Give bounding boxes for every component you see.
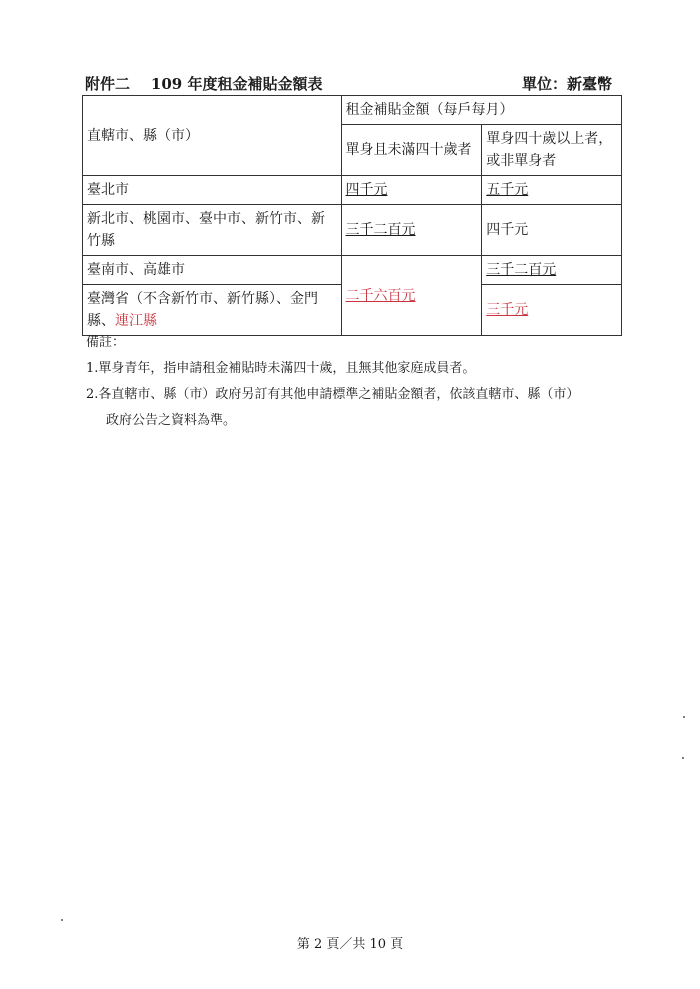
region-text-revised: 連江縣	[115, 313, 157, 329]
document-header	[85, 70, 620, 94]
region-cell: 新北市、桃園市、臺中市、新竹市、新竹縣	[83, 205, 342, 256]
col-header-single: 單身且未滿四十歲者	[341, 125, 482, 176]
attachment-title	[85, 73, 322, 94]
region-header: 直轄市、縣（市）	[83, 96, 342, 176]
scan-speck	[61, 919, 63, 921]
table-title: 109 年度租金補貼金額表	[150, 75, 323, 93]
page-number: 第 2 頁／共 10 頁	[296, 937, 404, 952]
attachment-label: 附件二	[85, 75, 131, 93]
table-row	[83, 205, 622, 256]
amount-other-cell: 五千元	[482, 176, 622, 205]
amount-other-cell: 四千元	[482, 205, 622, 256]
rent-subsidy-table	[82, 95, 622, 336]
notes-section	[86, 330, 626, 434]
table-header-row	[83, 96, 622, 125]
region-cell	[83, 285, 342, 336]
note-item: 2.各直轄市、縣（市）政府另訂有其他申請標準之補貼金額者，依該直轄市、縣（市）	[86, 387, 580, 402]
scan-speck	[683, 716, 685, 718]
amount-single-merged-cell: 二千六百元	[341, 256, 482, 336]
note-item: 1.單身青年，指申請租金補貼時未滿四十歲，且無其他家庭成員者。	[86, 361, 476, 376]
unit-label: 單位：新臺幣	[521, 75, 612, 93]
scan-speck	[682, 757, 684, 759]
notes-heading: 備註：	[86, 335, 126, 350]
table-row	[83, 176, 622, 205]
amount-single-cell: 三千二百元	[341, 205, 482, 256]
region-cell: 臺南市、高雄市	[83, 256, 342, 285]
region-text: 臺灣省（不含新竹市、新竹縣）、金門縣、	[87, 291, 318, 329]
amount-header: 租金補貼金額（每戶每月）	[341, 96, 622, 125]
table-row	[83, 256, 622, 285]
region-cell: 臺北市	[83, 176, 342, 205]
amount-single-cell: 四千元	[341, 176, 482, 205]
amount-other-cell: 三千元	[482, 285, 622, 336]
amount-other-cell: 三千二百元	[482, 256, 622, 285]
note-item-continued: 政府公告之資料為準。	[106, 413, 237, 428]
col-header-other: 單身四十歲以上者，或非單身者	[482, 125, 622, 176]
